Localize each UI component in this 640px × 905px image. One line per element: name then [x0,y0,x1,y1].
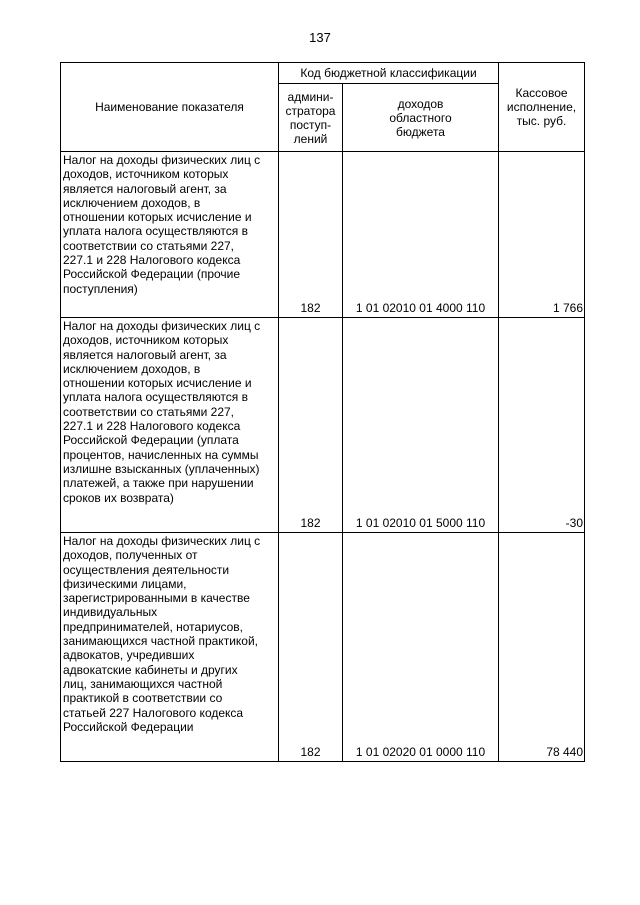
header-name: Наименование показателя [61,63,279,152]
row-admin: 182 [279,152,343,318]
header-admin: админи- стратора поступ- лений [279,84,343,152]
header-cash: Кассовое исполнение, тыс. руб. [499,63,585,152]
row-kbk: 1 01 02020 01 0000 110 [343,533,499,762]
row-name: Налог на доходы физических лиц с доходов, полученных от осуществления деятельности физическими лицами, зарегистрированными в качестве индивидуальных предпринимателей, нотариусов, занимающихся частной практикой, адвокатов, учредивших адвокатские кабинеты и других лиц, занимающихся частной практикой в соответствии со статьей 227 Налогового кодекса Российской Федерации [61,533,279,762]
header-income: доходов областного бюджета [343,84,499,152]
table-row [61,152,585,318]
header-code-group: Код бюджетной классификации [279,63,499,84]
table-row [61,318,585,533]
row-amount: 78 440 [499,533,585,762]
row-amount: -30 [499,318,585,533]
row-admin: 182 [279,318,343,533]
row-name: Налог на доходы физических лиц с доходов, источником которых является налоговый агент, за исключением доходов, в отношении которых исчисление и уплата налога осуществляются в соответствии со статьями 227, 227.1 и 228 Налогового кодекса Российской Федерации (уплата процентов, начисленных на суммы излишне взысканных (уплаченных) платежей, а также при нарушении сроков их возврата) [61,318,279,533]
row-admin: 182 [279,533,343,762]
row-kbk: 1 01 02010 01 4000 110 [343,152,499,318]
header-row-1 [61,63,585,84]
row-kbk: 1 01 02010 01 5000 110 [343,318,499,533]
budget-table [60,62,585,762]
row-amount: 1 766 [499,152,585,318]
row-name: Налог на доходы физических лиц с доходов, источником которых является налоговый агент, за исключением доходов, в отношении которых исчисление и уплата налога осуществляются в соответствии со статьями 227, 227.1 и 228 Налогового кодекса Российской Федерации (прочие поступления) [61,152,279,318]
page-number: 137 [309,30,331,45]
table-row [61,533,585,762]
